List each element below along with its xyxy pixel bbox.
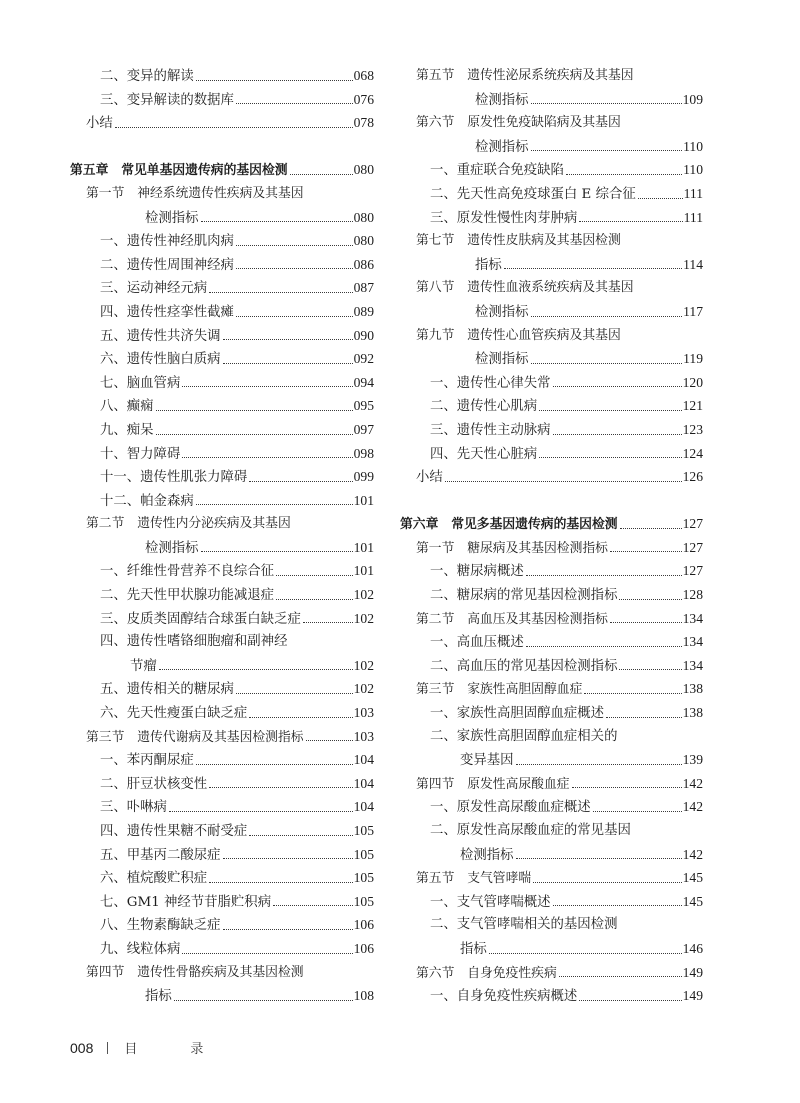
toc-entry-page: 108 (353, 988, 374, 1004)
dot-leader (306, 740, 353, 741)
toc-entry-page: 128 (682, 587, 703, 603)
toc-entry-title: 一、高血压概述 (430, 635, 524, 651)
toc-entry-page: 105 (353, 870, 374, 886)
toc-entry-title: 指标 (460, 941, 487, 957)
toc-entry-title: 二、遗传性周围神经病 (100, 257, 234, 273)
dot-leader (539, 457, 681, 458)
dot-leader (606, 717, 682, 718)
dot-leader (489, 953, 682, 954)
dot-leader (584, 693, 681, 694)
toc-entry-title: 六、先天性瘦蛋白缺乏症 (100, 706, 248, 722)
toc-item[interactable] (400, 630, 703, 654)
toc-entry-page: 121 (682, 398, 703, 414)
toc-entry-page: 092 (353, 351, 374, 367)
toc-entry-title: 第六节 自身免疫性疾病 (416, 965, 557, 981)
toc-entry-page: 124 (682, 445, 703, 461)
toc-entry-title: 检测指标 (460, 847, 514, 863)
toc-item[interactable] (400, 442, 703, 466)
dot-leader (553, 434, 682, 435)
toc-entry-page: 126 (682, 469, 703, 485)
toc-item[interactable] (70, 772, 374, 796)
toc-item[interactable] (70, 442, 374, 466)
toc-entry-page: 078 (353, 115, 374, 131)
toc-item-wrapped (400, 913, 703, 937)
toc-entry-page: 145 (682, 870, 703, 886)
dot-leader (553, 386, 682, 387)
toc-entry-title: 二、高血压的常见基因检测指标 (430, 658, 618, 674)
dot-leader (559, 976, 682, 977)
toc-item[interactable] (400, 371, 703, 395)
dot-leader (249, 835, 352, 836)
dot-leader (273, 905, 353, 906)
toc-entry-title: 三、皮质类固醇结合球蛋白缺乏症 (100, 611, 301, 627)
dot-leader (619, 669, 681, 670)
dot-leader (196, 764, 353, 765)
dot-leader (276, 599, 353, 600)
page-number: 008 (70, 1039, 94, 1056)
dot-leader (236, 103, 353, 104)
toc-entry-page: 138 (682, 705, 703, 721)
dot-leader (201, 221, 353, 222)
toc-entry-page: 120 (682, 374, 703, 390)
toc-entry-page: 104 (353, 799, 374, 815)
dot-leader (223, 929, 353, 930)
dot-leader (610, 551, 682, 552)
toc-entry-title: 五、遗传相关的糖尿病 (100, 682, 234, 698)
toc-left-column (70, 64, 374, 1008)
dot-leader (209, 882, 352, 883)
toc-continuation[interactable] (400, 253, 703, 277)
dot-leader (531, 103, 682, 104)
toc-entry-page: 127 (682, 563, 703, 579)
toc-item[interactable] (400, 984, 703, 1008)
dot-leader (223, 339, 353, 340)
toc-entry-page: 149 (682, 964, 703, 980)
toc-entry-title: 二、变异的解读 (100, 69, 194, 84)
toc-section[interactable] (400, 866, 703, 890)
toc-entry-title: 第一节 神经系统遗传性疾病及其基因 (86, 185, 304, 201)
toc-item[interactable] (70, 324, 374, 348)
toc-entry-page: 087 (353, 280, 374, 296)
dot-leader (236, 268, 353, 269)
toc-entry-title: 节瘤 (130, 658, 157, 674)
toc-entry-page: 101 (353, 492, 374, 508)
toc-entry-page: 102 (353, 657, 374, 673)
dot-leader (553, 905, 682, 906)
toc-item[interactable] (70, 819, 374, 843)
toc-item[interactable] (70, 465, 374, 489)
page-footer (70, 1038, 223, 1057)
toc-section[interactable] (400, 536, 703, 560)
toc-entry-title: 二、先天性甲状腺功能减退症 (100, 588, 275, 604)
toc-item[interactable] (400, 465, 703, 489)
toc-entry-page: 105 (353, 846, 374, 862)
toc-entry-title: 三、卟啉病 (100, 800, 167, 816)
dot-leader (445, 481, 682, 482)
toc-item[interactable] (400, 559, 703, 583)
toc-entry-page: 102 (353, 587, 374, 603)
toc-entry-title: 十一、遗传性肌张力障碍 (100, 470, 248, 486)
toc-item[interactable] (400, 182, 703, 206)
toc-entry-title: 三、运动神经元病 (100, 281, 208, 297)
toc-entry-title: 三、原发性慢性肉芽肿病 (430, 210, 578, 226)
toc-entry-page: 111 (683, 209, 703, 225)
toc-item[interactable] (70, 937, 374, 961)
toc-item[interactable] (400, 701, 703, 725)
toc-entry-title: 七、GM1 神经节苷脂贮积病 (100, 894, 272, 910)
toc-entry-title: 第四节 原发性高尿酸血症 (416, 776, 570, 792)
toc-entry-page: 134 (682, 610, 703, 626)
toc-entry-page: 106 (353, 917, 374, 933)
dot-leader (182, 386, 352, 387)
toc-entry-page: 142 (682, 799, 703, 815)
dot-leader (566, 174, 682, 175)
toc-entry-title: 第五节 遗传性泌尿系统疾病及其基因 (416, 68, 634, 83)
dot-leader (290, 174, 353, 175)
toc-entry-title: 检测指标 (475, 352, 529, 368)
toc-section[interactable] (400, 607, 703, 631)
toc-entry-page: 106 (353, 940, 374, 956)
dot-leader (236, 245, 353, 246)
dot-leader (638, 198, 683, 199)
toc-entry-page: 117 (683, 303, 703, 319)
toc-entry-title: 五、遗传性共济失调 (100, 328, 221, 344)
toc-entry-title: 十、智力障碍 (100, 446, 181, 462)
dot-leader (182, 457, 352, 458)
toc-entry-title: 一、重症联合免疫缺陷 (430, 163, 564, 179)
toc-item[interactable] (70, 347, 374, 371)
toc-entry-title: 一、遗传性心律失常 (430, 375, 551, 391)
toc-entry-page: 102 (353, 681, 374, 697)
toc-item[interactable] (400, 795, 703, 819)
toc-continuation[interactable] (400, 843, 703, 867)
dot-leader (531, 150, 683, 151)
toc-entry-page: 080 (353, 233, 374, 249)
toc-entry-page: 145 (682, 893, 703, 909)
toc-entry-page: 095 (353, 398, 374, 414)
dot-leader (223, 858, 353, 859)
dot-leader (526, 575, 682, 576)
toc-entry-title: 六、植烷酸贮积症 (100, 871, 208, 887)
toc-entry-title: 九、痴呆 (100, 422, 154, 438)
toc-entry-page: 142 (682, 775, 703, 791)
toc-entry-page: 105 (353, 893, 374, 909)
toc-entry-title: 一、自身免疫性疾病概述 (430, 989, 578, 1005)
toc-entry-title: 第六节 原发性免疫缺陷病及其基因 (416, 115, 621, 131)
toc-entry-page: 138 (682, 681, 703, 697)
toc-section (400, 324, 703, 348)
toc-item[interactable] (70, 111, 374, 135)
toc-entry-page: 110 (683, 138, 703, 154)
toc-section (70, 182, 374, 206)
dot-leader (539, 410, 681, 411)
toc-item[interactable] (70, 795, 374, 819)
toc-entry-title: 第二节 遗传性内分泌疾病及其基因 (86, 516, 291, 532)
dot-leader (526, 646, 682, 647)
toc-item[interactable] (70, 229, 374, 253)
dot-leader (303, 622, 353, 623)
toc-item[interactable] (400, 394, 703, 418)
toc-item[interactable] (70, 843, 374, 867)
toc-entry-title: 三、变异解读的数据库 (100, 92, 234, 108)
toc-entry-page: 090 (353, 327, 374, 343)
toc-entry-page: 109 (682, 91, 703, 107)
toc-entry-title: 二、先天性高免疫球蛋白 E 综合征 (430, 186, 636, 202)
toc-item[interactable] (70, 748, 374, 772)
dot-leader (201, 551, 353, 552)
dot-leader (159, 669, 353, 670)
toc-continuation[interactable] (400, 300, 703, 324)
toc-section (70, 512, 374, 536)
dot-leader (572, 787, 682, 788)
toc-entry-title: 第六章 常见多基因遗传病的基因检测 (400, 517, 618, 533)
toc-chapter[interactable] (70, 158, 374, 182)
toc-entry-page: 080 (353, 209, 374, 225)
toc-entry-title: 二、支气管哮喘相关的基因检测 (430, 917, 618, 933)
toc-item-wrapped (400, 725, 703, 749)
toc-entry-page: 104 (353, 775, 374, 791)
toc-entry-title: 指标 (145, 989, 172, 1005)
toc-entry-title: 二、原发性高尿酸血症的常见基因 (430, 823, 631, 838)
dot-leader (249, 481, 352, 482)
toc-entry-page: 104 (353, 752, 374, 768)
dot-leader (182, 953, 352, 954)
dot-leader (156, 434, 353, 435)
toc-item[interactable] (70, 394, 374, 418)
toc-entry-title: 四、遗传性果糖不耐受症 (100, 824, 248, 839)
toc-entry-page: 111 (683, 185, 703, 201)
dot-leader (620, 528, 682, 529)
toc-entry-title: 十二、帕金森病 (100, 493, 194, 509)
toc-entry-page: 089 (353, 303, 374, 319)
toc-entry-title: 第二节 高血压及其基因检测指标 (416, 611, 608, 627)
toc-entry-page: 105 (353, 823, 374, 838)
toc-spacer (400, 489, 703, 513)
toc-item[interactable] (70, 489, 374, 513)
toc-continuation[interactable] (70, 984, 374, 1008)
toc-entry-title: 第四节 遗传性骨骼疾病及其基因检测 (86, 964, 304, 980)
toc-entry-page: 076 (353, 91, 374, 107)
toc-right-column (400, 64, 703, 1008)
toc-entry-page: 068 (353, 68, 374, 83)
toc-continuation[interactable] (70, 654, 374, 678)
toc-entry-title: 检测指标 (145, 210, 199, 226)
toc-entry-title: 三、遗传性主动脉病 (430, 422, 551, 438)
toc-entry-title: 一、遗传性神经肌肉病 (100, 234, 234, 250)
toc-continuation[interactable] (400, 937, 703, 961)
toc-entry-title: 检测指标 (475, 304, 529, 320)
toc-entry-title: 指标 (475, 257, 502, 273)
toc-item[interactable] (400, 206, 703, 230)
toc-entry-title: 二、肝豆状核变性 (100, 776, 208, 792)
toc-item[interactable] (70, 583, 374, 607)
toc-section[interactable] (70, 725, 374, 749)
toc-continuation[interactable] (70, 206, 374, 230)
toc-item[interactable] (400, 583, 703, 607)
toc-section (400, 276, 703, 300)
toc-continuation[interactable] (400, 88, 703, 112)
dot-leader (533, 882, 681, 883)
toc-entry-page: 098 (353, 445, 374, 461)
toc-entry-title: 第五节 支气管哮喘 (416, 871, 532, 887)
toc-entry-title: 二、遗传性心肌病 (430, 399, 538, 415)
toc-entry-title: 检测指标 (475, 139, 529, 155)
dot-leader (516, 764, 682, 765)
toc-item[interactable] (70, 559, 374, 583)
dot-leader (209, 787, 352, 788)
toc-item[interactable] (400, 654, 703, 678)
dot-leader (516, 858, 682, 859)
toc-section (400, 229, 703, 253)
toc-entry-page: 094 (353, 374, 374, 390)
toc-item[interactable] (70, 890, 374, 914)
toc-item[interactable] (70, 64, 374, 88)
toc-item[interactable] (70, 300, 374, 324)
toc-item[interactable] (70, 866, 374, 890)
dot-leader (531, 316, 683, 317)
toc-entry-page: 080 (353, 162, 374, 178)
toc-entry-title: 一、糖尿病概述 (430, 564, 524, 580)
toc-continuation[interactable] (400, 347, 703, 371)
dot-leader (174, 1000, 353, 1001)
toc-entry-page: 103 (353, 728, 374, 744)
toc-item[interactable] (70, 276, 374, 300)
toc-entry-page: 119 (683, 351, 703, 367)
toc-section[interactable] (400, 772, 703, 796)
dot-leader (504, 268, 682, 269)
toc-entry-title: 检测指标 (475, 92, 529, 108)
toc-entry-page: 127 (682, 539, 703, 555)
toc-continuation[interactable] (400, 135, 703, 159)
toc-item-wrapped (70, 630, 374, 654)
dot-leader (249, 717, 352, 718)
dot-leader (236, 693, 353, 694)
toc-entry-page: 097 (353, 421, 374, 437)
toc-entry-title: 一、家族性高胆固醇血症概述 (430, 706, 605, 722)
toc-entry-title: 六、遗传性脑白质病 (100, 352, 221, 368)
toc-item[interactable] (70, 701, 374, 725)
toc-entry-title: 五、甲基丙二酸尿症 (100, 847, 221, 863)
toc-entry-page: 099 (353, 469, 374, 485)
toc-entry-title: 第三节 遗传代谢病及其基因检测指标 (86, 729, 304, 745)
toc-entry-title: 一、苯丙酮尿症 (100, 753, 194, 769)
toc-section (70, 961, 374, 985)
toc-entry-title: 四、遗传性痉挛性截瘫 (100, 304, 234, 320)
toc-entry-title: 第一节 糖尿病及其基因检测指标 (416, 540, 608, 556)
toc-entry-title: 二、糖尿病的常见基因检测指标 (430, 588, 618, 604)
toc-entry-page: 139 (682, 752, 703, 768)
toc-entry-title: 二、家族性高胆固醇血症相关的 (430, 728, 618, 744)
dot-leader (223, 363, 353, 364)
footer-label: 目 录 (124, 1042, 224, 1057)
toc-entry-title: 九、线粒体病 (100, 941, 181, 957)
toc-item[interactable] (70, 371, 374, 395)
toc-item-wrapped (400, 819, 703, 843)
toc-entry-page: 102 (353, 610, 374, 626)
toc-entry-title: 四、遗传性嗜铬细胞瘤和副神经 (100, 634, 288, 650)
toc-entry-page: 123 (682, 421, 703, 437)
toc-item[interactable] (70, 607, 374, 631)
toc-entry-title: 小结 (86, 116, 113, 132)
dot-leader (115, 127, 353, 128)
toc-entry-title: 七、脑血管病 (100, 375, 181, 391)
dot-leader (209, 292, 352, 293)
toc-entry-title: 变异基因 (460, 753, 514, 769)
dot-leader (619, 599, 681, 600)
toc-chapter[interactable] (400, 512, 703, 536)
toc-entry-title: 四、先天性心脏病 (430, 446, 538, 462)
toc-entry-title: 八、癫痫 (100, 399, 154, 415)
toc-entry-page: 134 (682, 634, 703, 650)
toc-section (400, 64, 703, 88)
toc-section (400, 111, 703, 135)
toc-item[interactable] (70, 418, 374, 442)
dot-leader (579, 221, 682, 222)
dot-leader (196, 80, 353, 81)
toc-item[interactable] (400, 158, 703, 182)
toc-continuation[interactable] (400, 748, 703, 772)
toc-entry-page: 101 (353, 539, 374, 555)
toc-entry-title: 第五章 常见单基因遗传病的基因检测 (70, 163, 288, 179)
dot-leader (579, 1000, 681, 1001)
toc-entry-title: 第九节 遗传性心血管疾病及其基因 (416, 327, 621, 343)
toc-entry-page: 101 (353, 563, 374, 579)
toc-item[interactable] (70, 88, 374, 112)
dot-leader (276, 575, 353, 576)
toc-entry-title: 一、原发性高尿酸血症概述 (430, 800, 591, 816)
dot-leader (610, 622, 682, 623)
toc-entry-title: 一、支气管哮喘概述 (430, 894, 551, 910)
toc-continuation[interactable] (70, 536, 374, 560)
toc-entry-page: 149 (682, 988, 703, 1004)
toc-entry-page: 103 (353, 705, 374, 721)
toc-entry-page: 114 (683, 256, 703, 272)
toc-entry-page: 142 (682, 846, 703, 862)
toc-entry-page: 110 (683, 162, 703, 178)
toc-entry-title: 第三节 家族性高胆固醇血症 (416, 682, 583, 698)
toc-section[interactable] (400, 961, 703, 985)
dot-leader (196, 504, 353, 505)
footer-divider (107, 1042, 108, 1054)
toc-section[interactable] (400, 677, 703, 701)
toc-item[interactable] (400, 418, 703, 442)
toc-entry-title: 检测指标 (145, 540, 199, 556)
dot-leader (169, 811, 353, 812)
toc-entry-title: 一、纤维性骨营养不良综合征 (100, 564, 275, 580)
toc-entry-page: 146 (682, 940, 703, 956)
toc-item[interactable] (400, 890, 703, 914)
dot-leader (156, 410, 353, 411)
toc-item[interactable] (70, 677, 374, 701)
toc-entry-title: 第八节 遗传性血液系统疾病及其基因 (416, 280, 634, 296)
dot-leader (593, 811, 682, 812)
dot-leader (531, 363, 683, 364)
dot-leader (236, 316, 353, 317)
toc-spacer (70, 135, 374, 159)
toc-entry-page: 127 (682, 516, 703, 532)
toc-entry-page: 086 (353, 256, 374, 272)
toc-entry-page: 134 (682, 657, 703, 673)
toc-item[interactable] (70, 913, 374, 937)
toc-item[interactable] (70, 253, 374, 277)
toc-entry-title: 八、生物素酶缺乏症 (100, 918, 221, 934)
toc-entry-title: 第七节 遗传性皮肤病及其基因检测 (416, 233, 621, 249)
toc-entry-title: 小结 (416, 470, 443, 486)
